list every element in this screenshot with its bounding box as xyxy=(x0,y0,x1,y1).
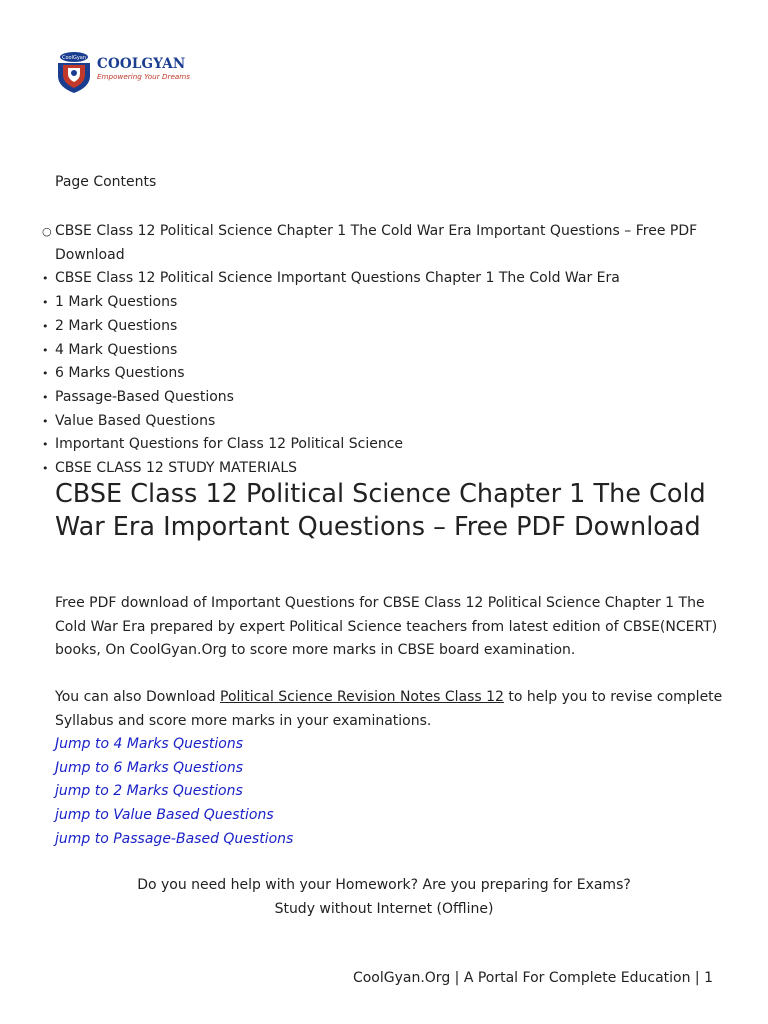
toc-item[interactable] xyxy=(42,410,715,434)
table-of-contents xyxy=(42,220,715,481)
toc-item-label: 1 Mark Questions xyxy=(55,294,178,311)
intro-paragraph: Free PDF download of Important Questions for CBSE Class 12 Political Science Chapter 1 The Cold War Era prepared by expert Political Science teachers from latest edition of CBSE(NCERT) books, On CoolGyan.Org to score more marks in CBSE board examination. xyxy=(55,595,718,659)
help-line-2: Study without Internet (Offline) xyxy=(274,900,494,917)
toc-item-label: 4 Mark Questions xyxy=(55,341,178,358)
jump-links xyxy=(55,733,293,852)
logo-tagline: Empowering Your Dreams xyxy=(97,72,191,81)
download-suffix: to help you to revise complete Syllabus and score more marks in your examinations. xyxy=(55,689,723,729)
toc-bullet: • xyxy=(42,367,49,381)
toc-item[interactable] xyxy=(42,315,715,339)
toc-bullet: • xyxy=(42,462,49,476)
toc-item[interactable] xyxy=(42,291,715,315)
toc-item-label: Important Questions for Class 12 Political Science xyxy=(55,436,404,453)
toc-item-label: CBSE CLASS 12 STUDY MATERIALS xyxy=(55,460,298,477)
download-paragraph xyxy=(55,686,725,733)
toc-item-label: 2 Mark Questions xyxy=(55,317,178,334)
revision-notes-link[interactable]: Political Science Revision Notes Class 12 xyxy=(220,689,504,705)
page-contents-heading: Page Contents xyxy=(55,174,157,190)
toc-item-label: CBSE Class 12 Political Science Important Questions Chapter 1 The Cold War Era xyxy=(55,270,620,287)
coolgyan-shield-icon xyxy=(54,50,94,94)
toc-item-label: CBSE Class 12 Political Science Chapter 1 The Cold War Era Important Questions – Free PDF Download xyxy=(55,223,698,263)
jump-link-passage-based[interactable]: jump to Passage-Based Questions xyxy=(55,830,294,847)
toc-bullet: • xyxy=(42,319,49,333)
page-footer: CoolGyan.Org | A Portal For Complete Education | 1 xyxy=(352,970,713,986)
toc-bullet: • xyxy=(42,296,49,310)
toc-item-label: Value Based Questions xyxy=(55,412,216,429)
coolgyan-logo[interactable] xyxy=(54,50,194,94)
toc-item[interactable] xyxy=(42,386,715,410)
toc-bullet: • xyxy=(42,438,49,452)
toc-item-label: Passage-Based Questions xyxy=(55,388,234,405)
help-promo xyxy=(0,874,768,921)
toc-bullet: • xyxy=(42,390,49,404)
toc-bullet: • xyxy=(42,343,49,357)
toc-bullet: ○ xyxy=(42,225,52,238)
jump-link-value-based[interactable]: jump to Value Based Questions xyxy=(55,807,274,824)
toc-item[interactable] xyxy=(42,362,715,386)
help-line-1: Do you need help with your Homework? Are you preparing for Exams? xyxy=(137,877,631,893)
logo-badge-text: CoolGyan xyxy=(61,55,87,61)
toc-item[interactable] xyxy=(42,220,715,267)
jump-link-2-marks[interactable]: jump to 2 Marks Questions xyxy=(55,783,243,800)
logo-name: COOLGYAN xyxy=(97,56,186,72)
jump-link-6-marks[interactable]: Jump to 6 Marks Questions xyxy=(55,759,244,776)
download-prefix: You can also Download xyxy=(55,689,220,705)
toc-item[interactable] xyxy=(42,433,715,457)
toc-bullet: • xyxy=(42,272,49,286)
toc-bullet: • xyxy=(42,414,49,428)
jump-link-4-marks[interactable]: Jump to 4 Marks Questions xyxy=(55,736,244,752)
toc-item[interactable] xyxy=(42,339,715,363)
article-title: CBSE Class 12 Political Science Chapter 1 The Cold War Era Important Questions – Free PDF Download xyxy=(55,479,706,542)
toc-item[interactable] xyxy=(42,267,715,291)
toc-item-label: 6 Marks Questions xyxy=(55,365,185,382)
